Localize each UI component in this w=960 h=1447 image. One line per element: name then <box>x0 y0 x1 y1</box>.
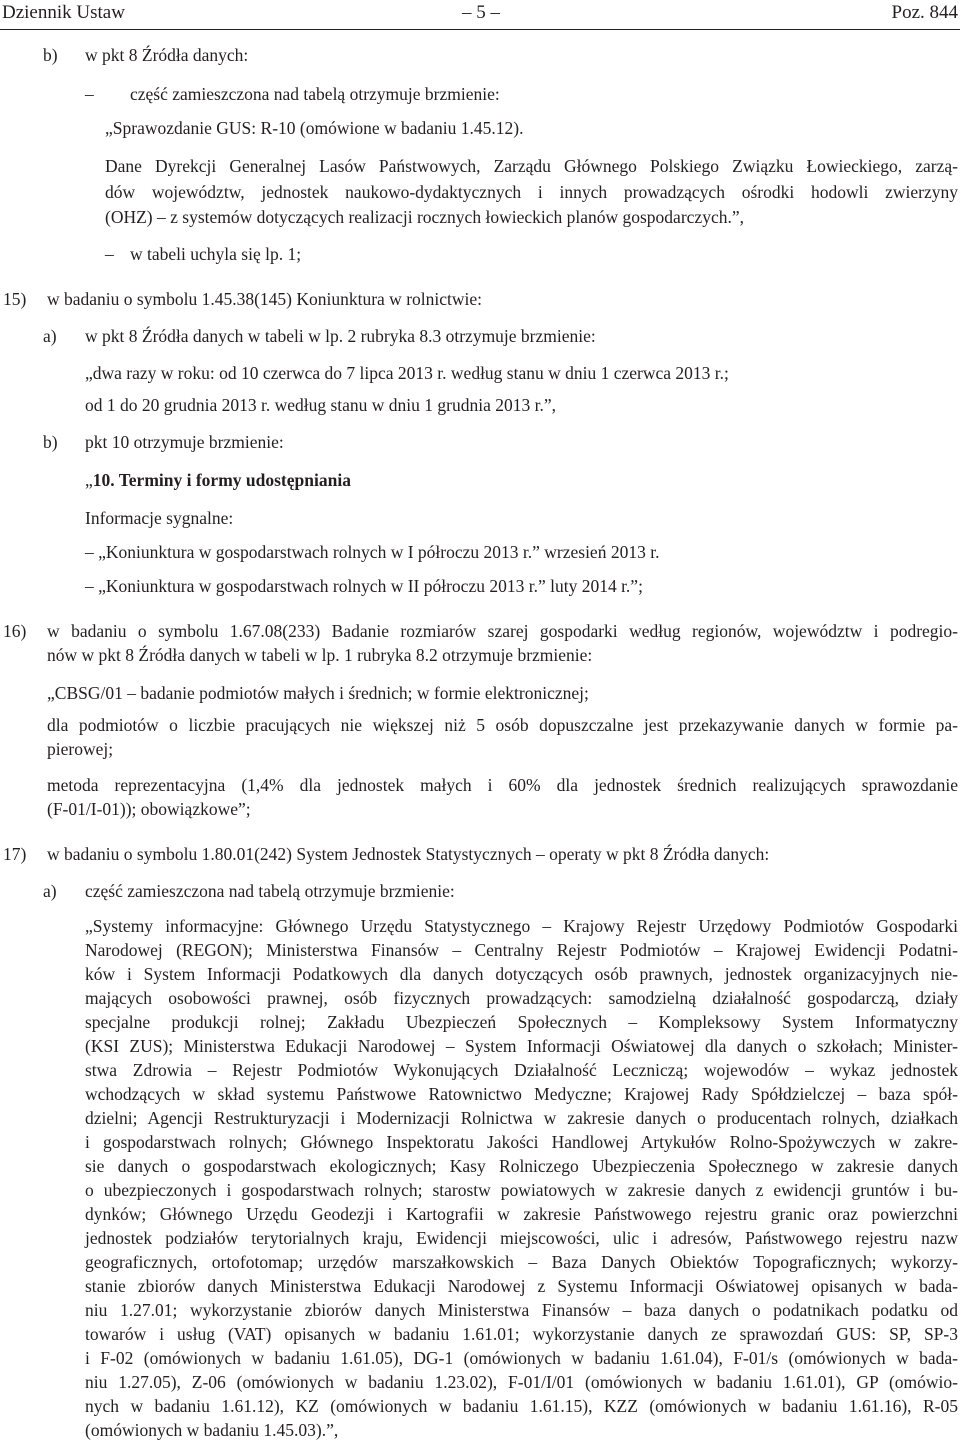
paragraph-line: sie danych o gospodarstwach ekologicznych; Kasy Rolniczego Ubezpieczenia Społecznego w zakresie danych <box>85 1156 958 1176</box>
paragraph-line: Narodowej (REGON); Ministerstwa Finansów – Centralny Rejestr Podmiotów – Krajowej Ewidencji Podatni- <box>85 940 958 960</box>
item-text: w badaniu o symbolu 1.67.08(233) Badanie rozmiarów szarej gospodarki według regionów, województw i podregio- <box>47 621 958 641</box>
item-label-b: b) <box>43 45 58 65</box>
paragraph-line: „Systemy informacyjne: Głównego Urzędu Statystycznego – Krajowy Rejestr Urzędowy Podmiotów Gospodarki <box>85 916 958 936</box>
paragraph-line: dzielni; Agencji Restrukturyzacji i Modernizacji Rolnictwa w zakresie danych o producentach rolnych, działkach <box>85 1108 958 1128</box>
paragraph-line: (OHZ) – z systemów dotyczących realizacji rocznych łowieckich planów gospodarczych.”, <box>105 207 744 227</box>
list-item: – „Koniunktura w gospodarstwach rolnych w II półroczu 2013 r.” luty 2014 r.”; <box>85 576 643 596</box>
paragraph-line: geograficznych, ortofotomap; urzędów marszałkowskich – Baza Danych Obiektów Topograficznych; wykorzy- <box>85 1252 958 1272</box>
dash-marker: – <box>85 84 94 104</box>
paragraph-line: (omówionych w badaniu 1.45.03).”, <box>85 1420 339 1440</box>
list-item: – „Koniunktura w gospodarstwach rolnych w I półroczu 2013 r.” wrzesień 2013 r. <box>85 542 660 562</box>
item-text: w badaniu o symbolu 1.45.38(145) Koniunktura w rolnictwie: <box>47 289 483 309</box>
paragraph-line: i F-02 (omówionych w badaniu 1.61.05), DG-1 (omówionych w badaniu 1.61.04), F-01/s (omówionych w bada- <box>85 1348 958 1368</box>
paragraph-line: i gospodarstwach rolnych; Głównego Inspektoratu Jakości Handlowej Artykułów Rolno-Spożywczych w zakre- <box>85 1132 958 1152</box>
paragraph-line: niu 1.27.01; wykorzystanie zbiorów danych Ministerstwa Finansów – baza danych o podatnikach podatku od <box>85 1300 958 1320</box>
header-position: Poz. 844 <box>891 2 958 23</box>
paragraph-line: o ubezpieczonych i gospodarstwach rolnych; starostw powiatowych w zakresie danych z ewidencji gruntów i bu- <box>85 1180 958 1200</box>
paragraph-line: ków i System Informacji Podatkowych dla danych dotyczących osób prawnych, jednostek organizacyjnych nie- <box>85 964 958 984</box>
paragraph-line: metoda reprezentacyjna (1,4% dla jednostek małych i 60% dla jednostek średnich realizujących sprawozdanie <box>47 775 958 795</box>
paragraph-line: jednostek podziałów terytorialnych kraju, Ewidencji miejscowości, ulic i adresów, Państwowego rejestru nazw <box>85 1228 958 1248</box>
header-page-number: – 5 – <box>462 2 500 23</box>
item-text: w pkt 8 Źródła danych: <box>85 45 249 65</box>
item-text: w tabeli uchyla się lp. 1; <box>130 244 302 264</box>
paragraph-line: stanie zbiorów danych Ministerstwa Edukacji Narodowej z Systemu Informacji Oświatowej opisanych w bada- <box>85 1276 958 1296</box>
quoted-line: „Sprawozdanie GUS: R-10 (omówione w badaniu 1.45.12). <box>105 118 524 138</box>
paragraph-line: dla podmiotów o liczbie pracujących nie większej niż 5 osób dopuszczalne jest przekazywanie danych w formie pa- <box>47 715 958 735</box>
paragraph-line: dów województw, jednostek naukowo-dydaktycznych i innych prowadzących ośrodki hodowli zwierzyny <box>105 182 958 202</box>
item-label-a: a) <box>43 881 57 901</box>
item-text: nów w pkt 8 Źródła danych w tabeli w lp. 1 rubryka 8.2 otrzymuje brzmienie: <box>47 645 593 665</box>
section-heading <box>85 469 351 491</box>
item-text: w badaniu o symbolu 1.80.01(242) System Jednostek Statystycznych – operaty w pkt 8 Źródła danych: <box>47 844 770 864</box>
dash-marker: – <box>105 244 114 264</box>
item-text: część zamieszczona nad tabelą otrzymuje brzmienie: <box>130 84 500 104</box>
paragraph-line: wchodzących w skład systemu Państwowe Ratownictwo Medyczne; Krajowej Rady Spółdzielczej – baza spół- <box>85 1084 958 1104</box>
item-text: w pkt 8 Źródła danych w tabeli w lp. 2 rubryka 8.3 otrzymuje brzmienie: <box>85 326 596 346</box>
item-number-15: 15) <box>3 289 27 309</box>
open-quote: „ <box>85 470 93 490</box>
paragraph-line: towarów i usług (VAT) opisanych w badaniu 1.61.01; wykorzystanie danych ze sprawozdań GUS: SP, SP-3 <box>85 1324 958 1344</box>
item-text: część zamieszczona nad tabelą otrzymuje brzmienie: <box>85 881 455 901</box>
paragraph-line: mających osobowości prawnej, osób fizycznych prowadzących: samodzielną działalność gospodarczą, działy <box>85 988 958 1008</box>
paragraph-line: pierowej; <box>47 739 114 759</box>
paragraph-line: (F-01/I-01)); obowiązkowe”; <box>47 799 251 819</box>
subheading: Informacje sygnalne: <box>85 508 234 528</box>
paragraph-line: Dane Dyrekcji Generalnej Lasów Państwowych, Zarządu Głównego Polskiego Związku Łowieckiego, zarzą- <box>105 156 958 176</box>
item-number-17: 17) <box>3 844 27 864</box>
paragraph-line: stwa Zdrowia – Rejestr Podmiotów Wykonujących Działalność Leczniczą; wojewodów – wykaz jednostek <box>85 1060 958 1080</box>
quoted-line: „dwa razy w roku: od 10 czerwca do 7 lipca 2013 r. według stanu w dniu 1 czerwca 2013 r.; <box>85 363 729 383</box>
quoted-line: „CBSG/01 – badanie podmiotów małych i średnich; w formie elektronicznej; <box>47 683 589 703</box>
header-divider <box>0 29 960 30</box>
section-heading-text: 10. Terminy i formy udostępniania <box>92 470 351 490</box>
item-number-16: 16) <box>3 621 27 641</box>
paragraph-line: niu 1.27.05), Z-06 (omówionych w badaniu 1.23.02), F-01/I/01 (omówionych w badaniu 1.61.01), GP (omówio- <box>85 1372 958 1392</box>
paragraph-line: specjalne produkcji rolnej; Zakładu Ubezpieczeń Społecznych – Kompleksowy System Informatyczny <box>85 1012 958 1032</box>
header-journal-title: Dziennik Ustaw <box>2 2 125 23</box>
item-text: pkt 10 otrzymuje brzmienie: <box>85 432 284 452</box>
paragraph-line: (KSI ZUS); Ministerstwa Edukacji Narodowej – System Informacji Oświatowej dla danych o szkołach; Minister- <box>85 1036 958 1056</box>
item-label-b: b) <box>43 432 58 452</box>
quoted-line: od 1 do 20 grudnia 2013 r. według stanu w dniu 1 grudnia 2013 r.”, <box>85 395 556 415</box>
paragraph-line: dynków; Głównego Urzędu Geodezji i Kartografii w zakresie Państwowego rejestru granic oraz powierzchni <box>85 1204 958 1224</box>
paragraph-line: nych w badaniu 1.61.12), KZ (omówionych w badaniu 1.61.15), KZZ (omówionych w badaniu 1.61.16), R-05 <box>85 1396 958 1416</box>
item-label-a: a) <box>43 326 57 346</box>
